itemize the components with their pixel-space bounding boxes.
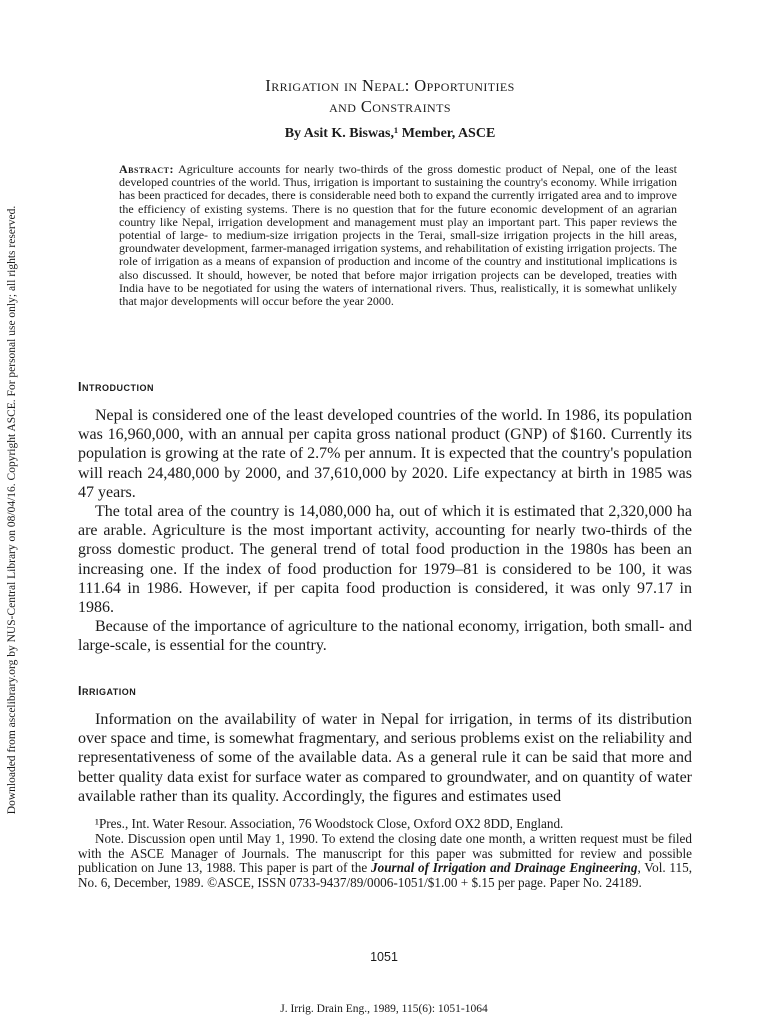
download-notice-text: Downloaded from ascelibrary.org by NUS-Central Library on 08/04/16. Copyright ASCE. For personal use only; all rights reserved. — [6, 205, 18, 815]
body-paragraph: The total area of the country is 14,080,000 ha, out of which it is estimated that 2,320,000 ha are arable. Agriculture is the most important activity, accounting for nearly two-thirds of the gross domestic product. The general trend of total food production in the 1980s has been an increasing one. If the index of food production for 1979–81 is considered to be 100, it was 111.64 in 1986. However, if per capita food production is considered, it was only 97.17 in 1986. — [78, 503, 692, 617]
title-line-1: Irrigation in Nepal: Opportunities — [265, 76, 515, 95]
footnotes — [78, 817, 692, 891]
note-text-before: Note. Discussion open until May 1, 1990. To extend the closing date one month, a written request must be filed with the ASCE Manager of Journals. The manuscript for this paper was submitted for review and possible publication on June 13, 1988. This paper is part of the — [78, 830, 692, 876]
journal-name: Journal of Irrigation and Drainage Engineering — [371, 860, 638, 876]
body-paragraph: Nepal is considered one of the least developed countries of the world. In 1986, its population was 16,960,000, with an annual per capita gross national product (GNP) of $160. Currently its population is growing at the rate of 2.7% per annum. It is expected that the country's population will reach 24,480,000 by 2000, and 37,610,000 by 2020. Life expectancy at birth in 1985 was 47 years. — [78, 407, 692, 501]
abstract-label: Abstract: — [119, 162, 174, 176]
footnote-affiliation: ¹Pres., Int. Water Resour. Association, 76 Woodstock Close, Oxford OX2 8DD, England. — [95, 816, 564, 831]
title-line-2: and Constraints — [329, 97, 451, 116]
author-line: By Asit K. Biswas,¹ Member, ASCE — [284, 126, 496, 141]
download-notice-sidebar — [2, 160, 22, 860]
abstract — [119, 163, 677, 308]
section-heading-introduction: Introduction — [78, 380, 154, 394]
paper-title — [110, 75, 670, 117]
note-text-after: , Vol. 115, No. 6, December, 1989. ©ASCE, ISSN 0733-9437/89/0006-1051/$1.00 + $.15 per page. Paper No. 24189. — [78, 860, 693, 891]
body-paragraph: Information on the availability of water in Nepal for irrigation, in terms of its distribution over space and time, is somewhat fragmentary, and serious problems exist on the reliability and representativeness of some of the available data. As a general rule it can be said that more and better quality data exist for surface water as compared to groundwater, and on quantity of water available rather than its quality. Accordingly, the figures and estimates used — [78, 711, 692, 805]
abstract-text: Agriculture accounts for nearly two-thirds of the gross domestic product of Nepal, one of the least developed countries of the world. Thus, irrigation is important to sustaining the country's economy. While irrigation has been practiced for decades, there is considerable need both to expand the currently irrigated area and to improve the efficiency of existing systems. There is no question that for the future economic development of an agrarian country like Nepal, irrigation development and management must play an important part. This paper reviews the potential of large- to medium-size irrigation projects in the Terai, small-size irrigation projects in the hill areas, groundwater development, farmer-managed irrigation systems, and rehabilitation of existing irrigation projects. The role of irrigation as a means of expansion of production and income of the country and institutional implications is also discussed. It should, however, be noted that before major irrigation projects can be developed, treaties with India have to be negotiated for using the waters of international rivers. Thus, realistically, it is somewhat unlikely that major developments will occur before the year 2000. — [119, 162, 677, 309]
introduction-body — [78, 406, 692, 656]
citation-footer: J. Irrig. Drain Eng., 1989, 115(6): 1051-1064 — [280, 1003, 488, 1015]
irrigation-body — [78, 710, 692, 806]
page-number: 1051 — [370, 950, 398, 964]
section-heading-irrigation: Irrigation — [78, 684, 137, 698]
footnote-note — [78, 832, 692, 891]
body-paragraph: Because of the importance of agriculture to the national economy, irrigation, both small- and large-scale, is essential for the country. — [78, 618, 692, 655]
